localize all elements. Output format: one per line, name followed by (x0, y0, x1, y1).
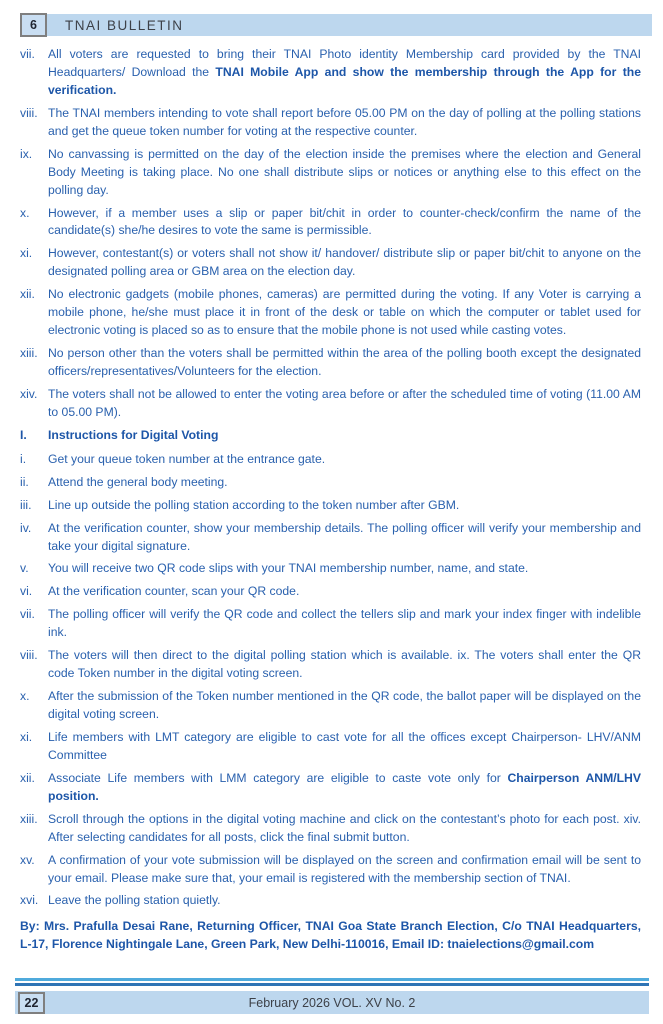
list-marker: x. (20, 205, 30, 220)
list-item (20, 286, 641, 340)
list-marker: xii. (20, 770, 35, 785)
list-text: At the verification counter, show your membership details. The polling officer will verify your membership and take your digital signature. (48, 520, 641, 553)
digital-voting-instructions-list (20, 451, 641, 911)
list-marker: i. (20, 451, 27, 466)
list-marker: iii. (20, 497, 32, 512)
list-item (20, 146, 641, 200)
list-text: Line up outside the polling station according to the token number after GBM. (48, 497, 460, 512)
list-item (20, 560, 641, 578)
list-marker: viii. (20, 105, 38, 120)
footer-text: February 2026 VOL. XV No. 2 (248, 995, 416, 1010)
header-page-number: 6 (20, 13, 47, 37)
list-text: No person other than the voters shall be permitted within the area of the polling booth except the designated officers/representatives/Volunteers for the election. (48, 346, 641, 378)
list-item (20, 345, 641, 381)
list-marker: xiii. (20, 346, 38, 361)
list-marker: xv. (20, 852, 35, 867)
list-text: Associate Life members with LMM category are eligible to caste vote only for Chairperson ANM/LHV position. (48, 770, 641, 803)
content (20, 46, 641, 954)
page-title: TNAI BULLETIN (65, 17, 184, 33)
list-item (20, 852, 641, 888)
list-text: Attend the general body meeting. (48, 474, 228, 489)
list-item (20, 520, 641, 556)
list-marker: xiii. (20, 811, 38, 826)
page-footer (15, 991, 649, 1014)
list-item (20, 497, 641, 515)
list-marker: iv. (20, 520, 32, 535)
list-text: The polling officer will verify the QR code and collect the tellers slip and mark your index finger with indelible ink. (48, 607, 641, 640)
list-item (20, 386, 641, 422)
list-marker: ix. (20, 146, 33, 161)
list-text: A confirmation of your vote submission will be displayed on the screen and confirmation email will be sent to your email. Please make sure that, your email is registered with the membership section of TNAI. (48, 852, 641, 885)
list-text: The voters will then direct to the digital polling station which is available. ix. The voters shall enter the QR code Token number in the digital voting screen. (48, 648, 641, 681)
list-text: All voters are requested to bring their TNAI Photo identity Membership card provided by the TNAI Headquarters/ Download the TNAI Mobile App and show the membership through the App for the verification. (48, 47, 641, 97)
list-marker: xiv. (20, 386, 38, 401)
list-item (20, 647, 641, 683)
list-text: You will receive two QR code slips with your TNAI membership number, name, and state. (48, 561, 529, 576)
list-item (20, 245, 641, 281)
list-item (20, 892, 641, 910)
list-text: However, contestant(s) or voters shall not show it/ handover/ distribute slip or paper bit/chit to anyone on the designated polling area or GBM area on the election day. (48, 246, 641, 279)
list-item (20, 583, 641, 601)
list-item (20, 770, 641, 806)
footer-rule (15, 978, 649, 983)
list-item (20, 105, 641, 141)
section-heading-text: Instructions for Digital Voting (48, 427, 219, 442)
list-item (20, 205, 641, 241)
byline: By: Mrs. Prafulla Desai Rane, Returning Officer, TNAI Goa State Branch Election, C/o TNAI Headquarters, L-17, Florence Nightingale Lane, Green Park, New Delhi-110016, Email ID: tnaielections@gmail.com (20, 919, 641, 952)
list-item (20, 606, 641, 642)
list-marker: xii. (20, 287, 35, 302)
list-item (20, 474, 641, 492)
list-marker: vi. (20, 584, 33, 599)
footer-page-number: 22 (18, 992, 45, 1014)
list-item (20, 729, 641, 765)
list-item (20, 688, 641, 724)
list-text: Life members with LMT category are eligible to cast vote for all the offices except Chairperson- LHV/ANM Committee (48, 729, 641, 762)
list-text: At the verification counter, scan your QR code. (48, 584, 300, 599)
list-marker: vii. (20, 607, 35, 622)
list-marker: ii. (20, 474, 29, 489)
list-item (20, 811, 641, 847)
list-item (20, 451, 641, 469)
page-header (20, 14, 652, 36)
list-marker: xi. (20, 246, 33, 261)
list-text: Leave the polling station quietly. (48, 893, 221, 908)
list-marker: viii. (20, 648, 38, 663)
voting-rules-list (20, 46, 641, 422)
list-text: Get your queue token number at the entrance gate. (48, 451, 326, 466)
list-text: No electronic gadgets (mobile phones, cameras) are permitted during the voting. If any Voter is carrying a mobile phone, he/she must place it in front of the desk or table on which the computer or tablet used for electronic voting is placed so as to ensure that the mobile phone is not used while casting votes. (48, 287, 641, 338)
list-marker: v. (20, 561, 29, 576)
list-text: The voters shall not be allowed to enter the voting area before or after the scheduled time of voting (11.00 AM to 05.00 PM). (48, 386, 641, 419)
list-text: After the submission of the Token number mentioned in the QR code, the ballot paper will be displayed on the digital voting screen. (48, 689, 641, 721)
list-item (20, 46, 641, 100)
list-marker: vii. (20, 47, 35, 61)
section-heading-marker: I. (20, 427, 27, 442)
list-text: Scroll through the options in the digital voting machine and click on the contestant’s photo for each post. xiv. After selecting candidates for all posts, click the final submit button. (48, 811, 641, 844)
list-text: The TNAI members intending to vote shall report before 05.00 PM on the day of polling at the polling stations and get the queue token number for voting at the respective counter. (48, 105, 641, 138)
list-marker: xi. (20, 729, 33, 744)
list-text: However, if a member uses a slip or paper bit/chit in order to counter-check/confirm the name of the candidate(s) she/he desires to vote the same is permissible. (48, 205, 641, 238)
section-heading (20, 427, 641, 445)
list-text: No canvassing is permitted on the day of the election inside the premises where the election and General Body Meeting is taking place. No one shall distribute slips or notices or anything else to this effect on the polling day. (48, 146, 641, 197)
list-marker: xvi. (20, 893, 39, 908)
list-marker: x. (20, 689, 30, 704)
